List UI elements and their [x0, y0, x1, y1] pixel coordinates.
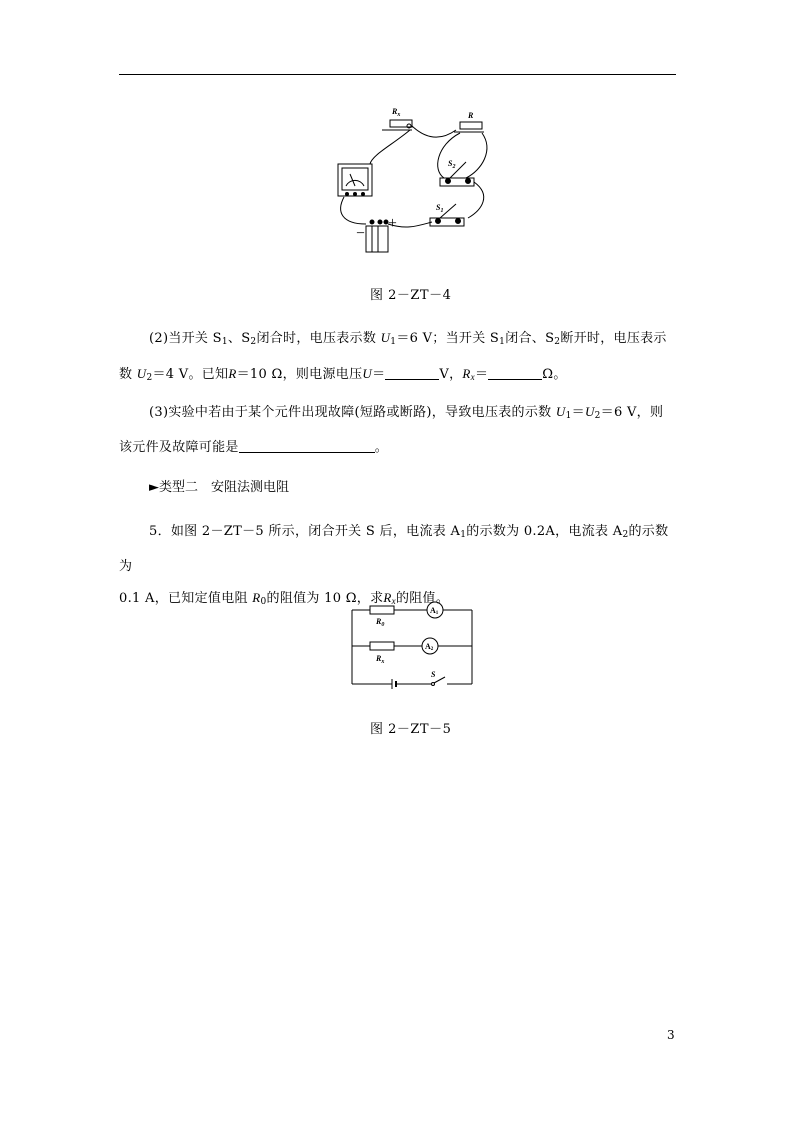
- svg-text:Rx: $R_x$: [392, 107, 401, 118]
- svg-text:R0: $R_0$: [376, 617, 385, 628]
- switch-s-lever: [434, 677, 445, 683]
- svg-text:＋: ＋: [388, 219, 398, 229]
- page-number: 3: [667, 1028, 675, 1042]
- section-marker-icon: ►: [149, 480, 159, 495]
- answer-blank-voltage[interactable]: [385, 365, 439, 380]
- rx-resistor-body: [390, 120, 412, 127]
- svg-text:A1: A1: [430, 606, 439, 616]
- svg-text:S2: $S_2$: [448, 159, 456, 170]
- circuit-apparatus-figure: [332, 100, 492, 258]
- section-heading: ►类型二 安阻法测电阻: [149, 480, 290, 495]
- answer-blank-fault[interactable]: [239, 438, 375, 453]
- figure-caption-2-zt-5: 图 2－ZT－5: [370, 722, 452, 737]
- question-5-text: 5．如图 2－ZT－5 所示，闭合开关 S 后，电流表 $A_1$的示数为 0.2A，电流表 $A_2$的示数为 0.1 A，已知定值电阻 $R_0$的阻值为 10 Ω，求$R_x$的阻值。: [119, 524, 669, 607]
- svg-text:Rx: $R_x$: [376, 654, 385, 665]
- figure-caption-2-zt-4: 图 2－ZT－4: [370, 288, 452, 303]
- svg-text:S: S: [431, 670, 436, 679]
- header-rule: [119, 74, 676, 75]
- rx-resistor: [370, 642, 394, 650]
- svg-text:－: －: [356, 229, 366, 239]
- svg-text:A2: A2: [425, 642, 434, 652]
- question-2-text: (2)当开关 $S_1$、$S_2$闭合时，电压表示数 $U_1=6$ V；当开关 $S_1$闭合、$S_2$断开时，电压表示 数 $U_2=4$ V。已知R＝10 Ω，则电源电压U＝ V，$R_x= \Omega$。: [119, 330, 667, 383]
- svg-text:R: R: [468, 111, 474, 120]
- circuit-diagram-figure: [345, 600, 477, 690]
- battery-body: [366, 226, 388, 252]
- answer-blank-rx[interactable]: [488, 365, 542, 380]
- question-3-text: (3)实验中若由于某个元件出现故障(短路或断路)，导致电压表的示数 $U_1=U_2=6$ V，则 该元件及故障可能是 。: [119, 404, 664, 455]
- r0-resistor: [370, 606, 394, 614]
- r-resistor-body: [460, 122, 482, 129]
- svg-text:S1: $S_1$: [436, 203, 444, 214]
